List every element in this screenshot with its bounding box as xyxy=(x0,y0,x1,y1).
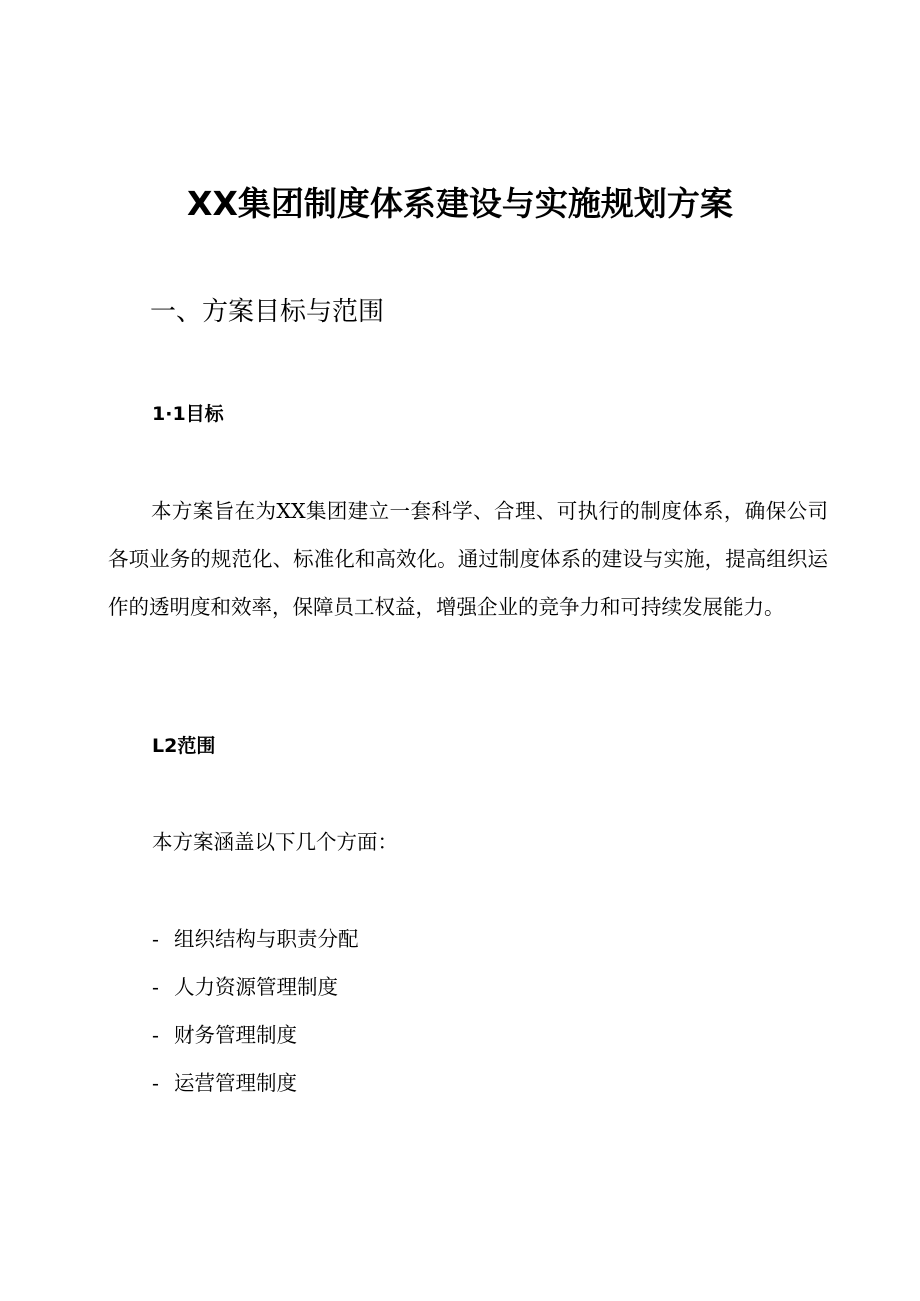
document-title: XX集团制度体系建设与实施规划方案 xyxy=(187,184,733,223)
scope-list xyxy=(152,915,359,1107)
list-item-text: 运营管理制度 xyxy=(174,1071,297,1095)
list-marker: - xyxy=(152,975,159,999)
list-marker: - xyxy=(152,1071,159,1095)
list-marker: - xyxy=(152,1023,159,1047)
scope-intro: 本方案涵盖以下几个方面： xyxy=(152,830,398,854)
list-item xyxy=(152,963,359,1011)
subsection-heading-goal: 1·1目标 xyxy=(152,403,224,425)
list-item-text: 人力资源管理制度 xyxy=(174,975,338,999)
goal-paragraph: 本方案旨在为XX集团建立一套科学、合理、可执行的制度体系，确保公司各项业务的规范化、标准化和高效化。通过制度体系的建设与实施，提高组织运作的透明度和效率，保障员工权益，增强企业的竞争力和可持续发展能力。 xyxy=(108,499,828,619)
list-marker: - xyxy=(152,927,159,951)
subsection-heading-scope: L2范围 xyxy=(152,735,216,757)
section-heading-1: 一、方案目标与范围 xyxy=(150,297,385,327)
list-item xyxy=(152,1059,359,1107)
list-item xyxy=(152,1011,359,1059)
list-item xyxy=(152,915,359,963)
list-item-text: 财务管理制度 xyxy=(174,1023,297,1047)
list-item-text: 组织结构与职责分配 xyxy=(174,927,359,951)
